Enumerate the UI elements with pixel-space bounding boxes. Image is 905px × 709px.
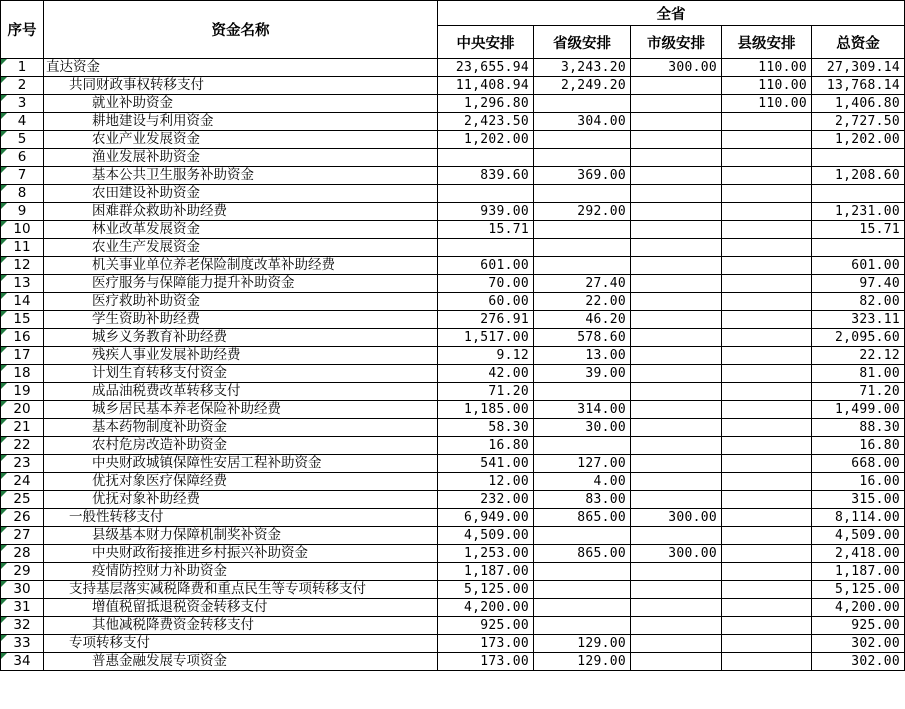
fund-name-cell[interactable]: 中央财政城镇保障性安居工程补助资金: [44, 455, 438, 473]
table-row: [1, 365, 905, 383]
fund-name-cell[interactable]: 直达资金: [44, 59, 438, 77]
total-amount-cell[interactable]: 925.00: [812, 617, 905, 635]
total-amount-cell[interactable]: 81.00: [812, 365, 905, 383]
provincial-amount-cell[interactable]: [534, 131, 631, 149]
county-amount-cell[interactable]: [722, 383, 812, 401]
central-amount-cell[interactable]: 15.71: [438, 221, 534, 239]
row-number-cell[interactable]: 3: [1, 95, 44, 113]
fund-name-cell[interactable]: 渔业发展补助资金: [44, 149, 438, 167]
row-number-cell[interactable]: 6: [1, 149, 44, 167]
total-amount-cell[interactable]: 323.11: [812, 311, 905, 329]
provincial-amount-cell[interactable]: [534, 599, 631, 617]
provincial-amount-cell[interactable]: 4.00: [534, 473, 631, 491]
county-amount-cell[interactable]: [722, 203, 812, 221]
table-row: [1, 185, 905, 203]
county-amount-cell[interactable]: [722, 653, 812, 671]
table-row: [1, 311, 905, 329]
city-amount-cell[interactable]: [631, 95, 722, 113]
city-amount-cell[interactable]: 300.00: [631, 545, 722, 563]
central-amount-cell[interactable]: 925.00: [438, 617, 534, 635]
county-amount-cell[interactable]: [722, 401, 812, 419]
provincial-amount-cell[interactable]: [534, 257, 631, 275]
row-number-cell[interactable]: 24: [1, 473, 44, 491]
county-amount-cell[interactable]: [722, 455, 812, 473]
table-row: [1, 131, 905, 149]
header-central: 中央安排: [438, 26, 534, 59]
row-number-cell[interactable]: 14: [1, 293, 44, 311]
row-number-cell[interactable]: 1: [1, 59, 44, 77]
central-amount-cell[interactable]: 601.00: [438, 257, 534, 275]
total-amount-cell[interactable]: 82.00: [812, 293, 905, 311]
table-row: [1, 545, 905, 563]
fund-name-cell[interactable]: 农业生产发展资金: [44, 239, 438, 257]
header-total: 总资金: [812, 26, 905, 59]
county-amount-cell[interactable]: 110.00: [722, 59, 812, 77]
central-amount-cell[interactable]: 60.00: [438, 293, 534, 311]
provincial-amount-cell[interactable]: [534, 437, 631, 455]
total-amount-cell[interactable]: 5,125.00: [812, 581, 905, 599]
central-amount-cell[interactable]: 58.30: [438, 419, 534, 437]
header-fund-name: 资金名称: [44, 1, 438, 59]
county-amount-cell[interactable]: [722, 365, 812, 383]
city-amount-cell[interactable]: [631, 113, 722, 131]
fund-name-cell[interactable]: 增值税留抵退税资金转移支付: [44, 599, 438, 617]
provincial-amount-cell[interactable]: 129.00: [534, 653, 631, 671]
total-amount-cell[interactable]: 13,768.14: [812, 77, 905, 95]
provincial-amount-cell[interactable]: 578.60: [534, 329, 631, 347]
total-amount-cell[interactable]: 302.00: [812, 653, 905, 671]
table-row: [1, 59, 905, 77]
county-amount-cell[interactable]: [722, 113, 812, 131]
city-amount-cell[interactable]: [631, 527, 722, 545]
row-number-cell[interactable]: 29: [1, 563, 44, 581]
fund-name-cell[interactable]: 学生资助补助经费: [44, 311, 438, 329]
row-number-cell[interactable]: 16: [1, 329, 44, 347]
provincial-amount-cell[interactable]: [534, 149, 631, 167]
header-seq: 序号: [1, 1, 44, 59]
header-county: 县级安排: [722, 26, 812, 59]
provincial-amount-cell[interactable]: [534, 185, 631, 203]
table-row: [1, 509, 905, 527]
total-amount-cell[interactable]: 1,406.80: [812, 95, 905, 113]
table-row: [1, 293, 905, 311]
provincial-amount-cell[interactable]: [534, 221, 631, 239]
provincial-amount-cell[interactable]: 304.00: [534, 113, 631, 131]
central-amount-cell[interactable]: 1,185.00: [438, 401, 534, 419]
table-row: [1, 275, 905, 293]
county-amount-cell[interactable]: [722, 275, 812, 293]
total-amount-cell[interactable]: 4,200.00: [812, 599, 905, 617]
total-amount-cell[interactable]: 1,499.00: [812, 401, 905, 419]
fund-name-cell[interactable]: 一般性转移支付: [44, 509, 438, 527]
city-amount-cell[interactable]: [631, 221, 722, 239]
total-amount-cell[interactable]: 22.12: [812, 347, 905, 365]
table-row: [1, 347, 905, 365]
fund-name-cell[interactable]: 农业产业发展资金: [44, 131, 438, 149]
city-amount-cell[interactable]: [631, 311, 722, 329]
county-amount-cell[interactable]: [722, 239, 812, 257]
county-amount-cell[interactable]: [722, 581, 812, 599]
city-amount-cell[interactable]: [631, 635, 722, 653]
city-amount-cell[interactable]: [631, 383, 722, 401]
total-amount-cell[interactable]: 302.00: [812, 635, 905, 653]
fund-name-cell[interactable]: 农村危房改造补助资金: [44, 437, 438, 455]
central-amount-cell[interactable]: 4,509.00: [438, 527, 534, 545]
table-row: [1, 401, 905, 419]
city-amount-cell[interactable]: [631, 203, 722, 221]
city-amount-cell[interactable]: [631, 581, 722, 599]
total-amount-cell[interactable]: 88.30: [812, 419, 905, 437]
city-amount-cell[interactable]: [631, 77, 722, 95]
total-amount-cell[interactable]: 315.00: [812, 491, 905, 509]
total-amount-cell[interactable]: 1,208.60: [812, 167, 905, 185]
provincial-amount-cell[interactable]: 3,243.20: [534, 59, 631, 77]
fund-name-cell[interactable]: 优抚对象医疗保障经费: [44, 473, 438, 491]
county-amount-cell[interactable]: [722, 167, 812, 185]
row-number-cell[interactable]: 21: [1, 419, 44, 437]
row-number-cell[interactable]: 31: [1, 599, 44, 617]
county-amount-cell[interactable]: [722, 419, 812, 437]
county-amount-cell[interactable]: [722, 545, 812, 563]
county-amount-cell[interactable]: [722, 329, 812, 347]
city-amount-cell[interactable]: 300.00: [631, 509, 722, 527]
total-amount-cell[interactable]: 1,231.00: [812, 203, 905, 221]
central-amount-cell[interactable]: 71.20: [438, 383, 534, 401]
fund-name-cell[interactable]: 疫情防控财力补助资金: [44, 563, 438, 581]
central-amount-cell[interactable]: 541.00: [438, 455, 534, 473]
city-amount-cell[interactable]: [631, 653, 722, 671]
row-number-cell[interactable]: 22: [1, 437, 44, 455]
fund-name-cell[interactable]: 残疾人事业发展补助经费: [44, 347, 438, 365]
central-amount-cell[interactable]: 1,517.00: [438, 329, 534, 347]
county-amount-cell[interactable]: [722, 347, 812, 365]
city-amount-cell[interactable]: [631, 419, 722, 437]
row-number-cell[interactable]: 17: [1, 347, 44, 365]
provincial-amount-cell[interactable]: [534, 239, 631, 257]
central-amount-cell[interactable]: 1,296.80: [438, 95, 534, 113]
provincial-amount-cell[interactable]: 129.00: [534, 635, 631, 653]
county-amount-cell[interactable]: [722, 221, 812, 239]
central-amount-cell[interactable]: 939.00: [438, 203, 534, 221]
fund-name-cell[interactable]: 城乡义务教育补助经费: [44, 329, 438, 347]
central-amount-cell[interactable]: 2,423.50: [438, 113, 534, 131]
central-amount-cell[interactable]: 173.00: [438, 653, 534, 671]
county-amount-cell[interactable]: [722, 437, 812, 455]
city-amount-cell[interactable]: [631, 239, 722, 257]
table-row: [1, 329, 905, 347]
fund-name-cell[interactable]: 基本药物制度补助资金: [44, 419, 438, 437]
city-amount-cell[interactable]: [631, 401, 722, 419]
table-row: [1, 599, 905, 617]
city-amount-cell[interactable]: [631, 365, 722, 383]
row-number-cell[interactable]: 5: [1, 131, 44, 149]
table-row: [1, 77, 905, 95]
county-amount-cell[interactable]: [722, 473, 812, 491]
provincial-amount-cell[interactable]: 2,249.20: [534, 77, 631, 95]
fund-name-cell[interactable]: 共同财政事权转移支付: [44, 77, 438, 95]
central-amount-cell[interactable]: [438, 185, 534, 203]
table-row: [1, 617, 905, 635]
fund-name-cell[interactable]: 县级基本财力保障机制奖补资金: [44, 527, 438, 545]
city-amount-cell[interactable]: 300.00: [631, 59, 722, 77]
row-number-cell[interactable]: 25: [1, 491, 44, 509]
row-number-cell[interactable]: 11: [1, 239, 44, 257]
fund-name-cell[interactable]: 成品油税费改革转移支付: [44, 383, 438, 401]
central-amount-cell[interactable]: 4,200.00: [438, 599, 534, 617]
total-amount-cell[interactable]: [812, 149, 905, 167]
provincial-amount-cell[interactable]: 22.00: [534, 293, 631, 311]
fund-name-cell[interactable]: 就业补助资金: [44, 95, 438, 113]
table-row: [1, 383, 905, 401]
total-amount-cell[interactable]: 1,202.00: [812, 131, 905, 149]
central-amount-cell[interactable]: [438, 149, 534, 167]
total-amount-cell[interactable]: [812, 239, 905, 257]
table-row: [1, 113, 905, 131]
central-amount-cell[interactable]: 42.00: [438, 365, 534, 383]
fund-name-cell[interactable]: 中央财政衔接推进乡村振兴补助资金: [44, 545, 438, 563]
total-amount-cell[interactable]: 27,309.14: [812, 59, 905, 77]
fund-name-cell[interactable]: 计划生育转移支付资金: [44, 365, 438, 383]
county-amount-cell[interactable]: [722, 509, 812, 527]
county-amount-cell[interactable]: 110.00: [722, 95, 812, 113]
total-amount-cell[interactable]: 1,187.00: [812, 563, 905, 581]
row-number-cell[interactable]: 7: [1, 167, 44, 185]
provincial-amount-cell[interactable]: 292.00: [534, 203, 631, 221]
city-amount-cell[interactable]: [631, 167, 722, 185]
row-number-cell[interactable]: 34: [1, 653, 44, 671]
table-row: [1, 149, 905, 167]
provincial-amount-cell[interactable]: [534, 383, 631, 401]
fund-name-cell[interactable]: 城乡居民基本养老保险补助经费: [44, 401, 438, 419]
central-amount-cell[interactable]: 276.91: [438, 311, 534, 329]
county-amount-cell[interactable]: [722, 599, 812, 617]
fund-name-cell[interactable]: 其他减税降费资金转移支付: [44, 617, 438, 635]
central-amount-cell[interactable]: 11,408.94: [438, 77, 534, 95]
provincial-amount-cell[interactable]: 39.00: [534, 365, 631, 383]
fund-name-cell[interactable]: 耕地建设与利用资金: [44, 113, 438, 131]
fund-name-cell[interactable]: 困难群众救助补助经费: [44, 203, 438, 221]
provincial-amount-cell[interactable]: [534, 527, 631, 545]
total-amount-cell[interactable]: 2,418.00: [812, 545, 905, 563]
total-amount-cell[interactable]: 4,509.00: [812, 527, 905, 545]
provincial-amount-cell[interactable]: 314.00: [534, 401, 631, 419]
table-row: [1, 473, 905, 491]
table-row: [1, 419, 905, 437]
fund-name-cell[interactable]: 普惠金融发展专项资金: [44, 653, 438, 671]
county-amount-cell[interactable]: [722, 149, 812, 167]
county-amount-cell[interactable]: [722, 527, 812, 545]
table-row: [1, 203, 905, 221]
fund-name-cell[interactable]: 医疗救助补助资金: [44, 293, 438, 311]
row-number-cell[interactable]: 9: [1, 203, 44, 221]
county-amount-cell[interactable]: [722, 293, 812, 311]
central-amount-cell[interactable]: 232.00: [438, 491, 534, 509]
total-amount-cell[interactable]: 71.20: [812, 383, 905, 401]
total-amount-cell[interactable]: 15.71: [812, 221, 905, 239]
total-amount-cell[interactable]: 2,727.50: [812, 113, 905, 131]
table-row: [1, 653, 905, 671]
total-amount-cell[interactable]: 97.40: [812, 275, 905, 293]
central-amount-cell[interactable]: 173.00: [438, 635, 534, 653]
header-province-group: 全省: [438, 1, 905, 26]
row-number-cell[interactable]: 10: [1, 221, 44, 239]
central-amount-cell[interactable]: 12.00: [438, 473, 534, 491]
total-amount-cell[interactable]: [812, 185, 905, 203]
row-number-cell[interactable]: 27: [1, 527, 44, 545]
row-number-cell[interactable]: 20: [1, 401, 44, 419]
county-amount-cell[interactable]: [722, 563, 812, 581]
provincial-amount-cell[interactable]: [534, 581, 631, 599]
table-body: [1, 59, 905, 671]
city-amount-cell[interactable]: [631, 599, 722, 617]
provincial-amount-cell[interactable]: 83.00: [534, 491, 631, 509]
city-amount-cell[interactable]: [631, 257, 722, 275]
city-amount-cell[interactable]: [631, 437, 722, 455]
provincial-amount-cell[interactable]: 127.00: [534, 455, 631, 473]
header-city: 市级安排: [631, 26, 722, 59]
central-amount-cell[interactable]: 1,202.00: [438, 131, 534, 149]
table-row: [1, 257, 905, 275]
provincial-amount-cell[interactable]: 13.00: [534, 347, 631, 365]
county-amount-cell[interactable]: [722, 131, 812, 149]
city-amount-cell[interactable]: [631, 617, 722, 635]
fund-name-cell[interactable]: 基本公共卫生服务补助资金: [44, 167, 438, 185]
table-row: [1, 167, 905, 185]
row-number-cell[interactable]: 28: [1, 545, 44, 563]
table-row: [1, 527, 905, 545]
county-amount-cell[interactable]: [722, 185, 812, 203]
fund-name-cell[interactable]: 医疗服务与保障能力提升补助资金: [44, 275, 438, 293]
table-row: [1, 437, 905, 455]
table-row: [1, 239, 905, 257]
city-amount-cell[interactable]: [631, 329, 722, 347]
county-amount-cell[interactable]: [722, 311, 812, 329]
table-row: [1, 635, 905, 653]
fund-name-cell[interactable]: 支持基层落实减税降费和重点民生等专项转移支付: [44, 581, 438, 599]
city-amount-cell[interactable]: [631, 185, 722, 203]
county-amount-cell[interactable]: 110.00: [722, 77, 812, 95]
total-amount-cell[interactable]: 601.00: [812, 257, 905, 275]
central-amount-cell[interactable]: 70.00: [438, 275, 534, 293]
city-amount-cell[interactable]: [631, 293, 722, 311]
provincial-amount-cell[interactable]: 865.00: [534, 545, 631, 563]
provincial-amount-cell[interactable]: 369.00: [534, 167, 631, 185]
row-number-cell[interactable]: 19: [1, 383, 44, 401]
row-number-cell[interactable]: 12: [1, 257, 44, 275]
central-amount-cell[interactable]: 1,187.00: [438, 563, 534, 581]
county-amount-cell[interactable]: [722, 257, 812, 275]
header-provincial: 省级安排: [534, 26, 631, 59]
table-row: [1, 221, 905, 239]
city-amount-cell[interactable]: [631, 131, 722, 149]
row-number-cell[interactable]: 18: [1, 365, 44, 383]
provincial-amount-cell[interactable]: [534, 95, 631, 113]
provincial-amount-cell[interactable]: 865.00: [534, 509, 631, 527]
row-number-cell[interactable]: 4: [1, 113, 44, 131]
provincial-amount-cell[interactable]: [534, 617, 631, 635]
county-amount-cell[interactable]: [722, 617, 812, 635]
table-row: [1, 581, 905, 599]
row-number-cell[interactable]: 26: [1, 509, 44, 527]
central-amount-cell[interactable]: 5,125.00: [438, 581, 534, 599]
fund-name-cell[interactable]: 专项转移支付: [44, 635, 438, 653]
city-amount-cell[interactable]: [631, 491, 722, 509]
fund-name-cell[interactable]: 农田建设补助资金: [44, 185, 438, 203]
central-amount-cell[interactable]: 1,253.00: [438, 545, 534, 563]
row-number-cell[interactable]: 15: [1, 311, 44, 329]
total-amount-cell[interactable]: 8,114.00: [812, 509, 905, 527]
row-number-cell[interactable]: 2: [1, 77, 44, 95]
central-amount-cell[interactable]: 23,655.94: [438, 59, 534, 77]
total-amount-cell[interactable]: 2,095.60: [812, 329, 905, 347]
fund-name-cell[interactable]: 林业改革发展资金: [44, 221, 438, 239]
row-number-cell[interactable]: 32: [1, 617, 44, 635]
provincial-amount-cell[interactable]: 30.00: [534, 419, 631, 437]
table-row: [1, 95, 905, 113]
total-amount-cell[interactable]: 16.80: [812, 437, 905, 455]
fund-name-cell[interactable]: 优抚对象补助经费: [44, 491, 438, 509]
total-amount-cell[interactable]: 16.00: [812, 473, 905, 491]
county-amount-cell[interactable]: [722, 491, 812, 509]
table-row: [1, 455, 905, 473]
provincial-amount-cell[interactable]: [534, 563, 631, 581]
city-amount-cell[interactable]: [631, 149, 722, 167]
central-amount-cell[interactable]: 16.80: [438, 437, 534, 455]
table-row: [1, 563, 905, 581]
row-number-cell[interactable]: 33: [1, 635, 44, 653]
row-number-cell[interactable]: 13: [1, 275, 44, 293]
city-amount-cell[interactable]: [631, 563, 722, 581]
central-amount-cell[interactable]: 9.12: [438, 347, 534, 365]
table-row: [1, 491, 905, 509]
city-amount-cell[interactable]: [631, 455, 722, 473]
city-amount-cell[interactable]: [631, 347, 722, 365]
city-amount-cell[interactable]: [631, 275, 722, 293]
central-amount-cell[interactable]: [438, 239, 534, 257]
provincial-amount-cell[interactable]: 27.40: [534, 275, 631, 293]
provincial-amount-cell[interactable]: 46.20: [534, 311, 631, 329]
fund-name-cell[interactable]: 机关事业单位养老保险制度改革补助经费: [44, 257, 438, 275]
total-amount-cell[interactable]: 668.00: [812, 455, 905, 473]
city-amount-cell[interactable]: [631, 473, 722, 491]
row-number-cell[interactable]: 23: [1, 455, 44, 473]
row-number-cell[interactable]: 8: [1, 185, 44, 203]
row-number-cell[interactable]: 30: [1, 581, 44, 599]
county-amount-cell[interactable]: [722, 635, 812, 653]
central-amount-cell[interactable]: 839.60: [438, 167, 534, 185]
central-amount-cell[interactable]: 6,949.00: [438, 509, 534, 527]
